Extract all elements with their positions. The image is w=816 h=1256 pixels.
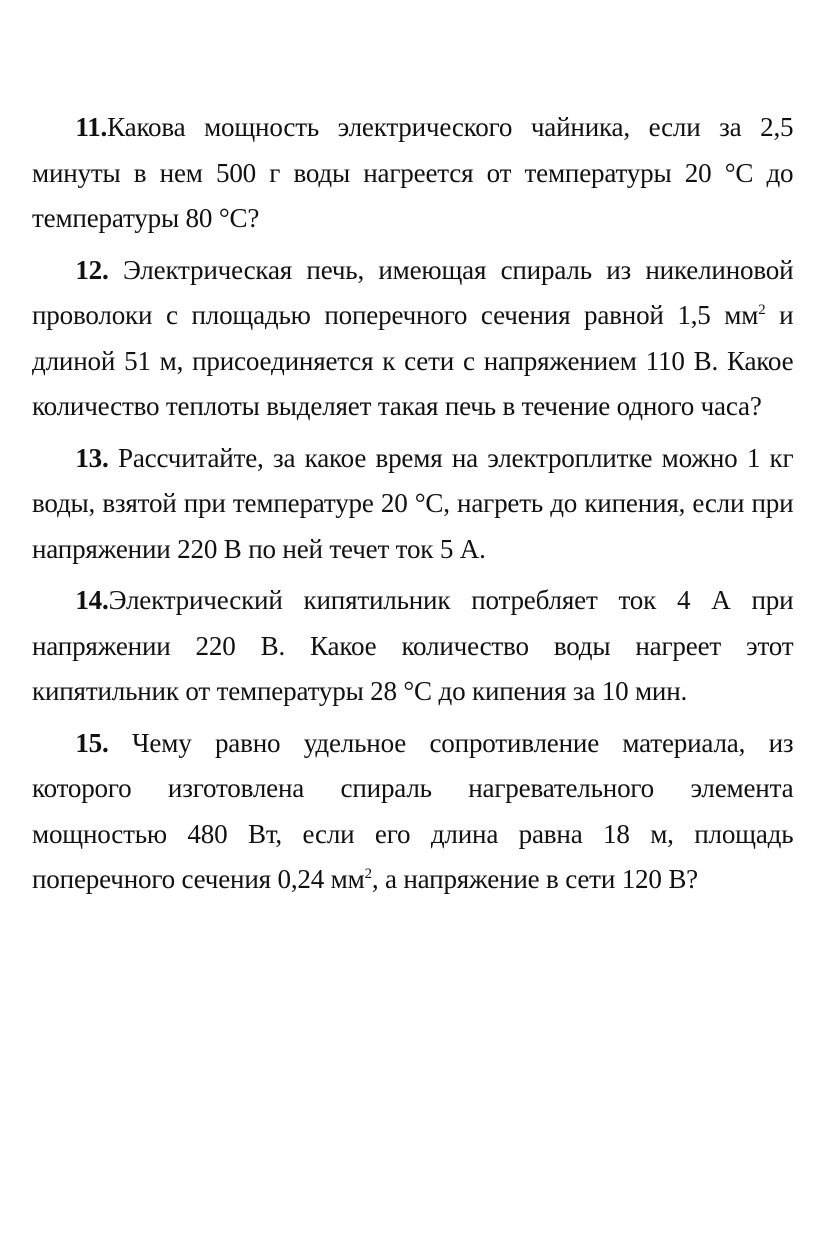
problem-11 xyxy=(32,104,793,241)
problem-number: 14. xyxy=(75,584,109,615)
superscript: 2 xyxy=(364,865,372,882)
problem-13 xyxy=(32,435,793,572)
problem-text-part-2: , а напряжение в сети 120 В? xyxy=(371,863,699,894)
problem-text-part-1: Чему равно удельное сопротивление материала, из которого изготовлена спираль нагревательного элемента мощностью 480 Вт, если его длина равна 18 м, площадь поперечного сечения 0,24 мм xyxy=(32,726,794,894)
problem-15 xyxy=(32,720,793,902)
problem-text: Какова мощность электрического чайника, если за 2,5 минуты в нем 500 г воды нагреется от температуры 20 °С до температуры 80 °С? xyxy=(32,111,794,233)
problem-text-part-1: Электрическая печь, имеющая спираль из никелиновой проволоки с площадью поперечного сечения равной 1,5 мм xyxy=(32,253,794,330)
problem-14 xyxy=(32,577,793,714)
problem-text: Рассчитайте, за какое время на электроплитке можно 1 кг воды, взятой при температуре 20 °С, нагреть до кипения, если при напряжении 220 В по ней течет ток 5 А. xyxy=(32,441,794,564)
problem-number: 15. xyxy=(75,726,109,758)
problem-number: 13. xyxy=(75,441,109,473)
problem-12 xyxy=(32,247,793,429)
problem-list xyxy=(32,104,794,908)
problem-number: 11. xyxy=(75,111,108,142)
problem-text: Электрический кипятильник потребляет ток 4 А при напряжении 220 В. Какое количество воды нагреет этот кипятильник от температуры 28 °С до кипения за 10 мин. xyxy=(32,584,794,706)
superscript: 2 xyxy=(758,301,766,318)
problem-text-part-2: и длиной 51 м, присоединяется к сети с напряжением 110 В. Какое количество теплоты выделяет такая печь в течение одного часа? xyxy=(32,299,794,421)
problem-number: 12. xyxy=(75,253,109,285)
